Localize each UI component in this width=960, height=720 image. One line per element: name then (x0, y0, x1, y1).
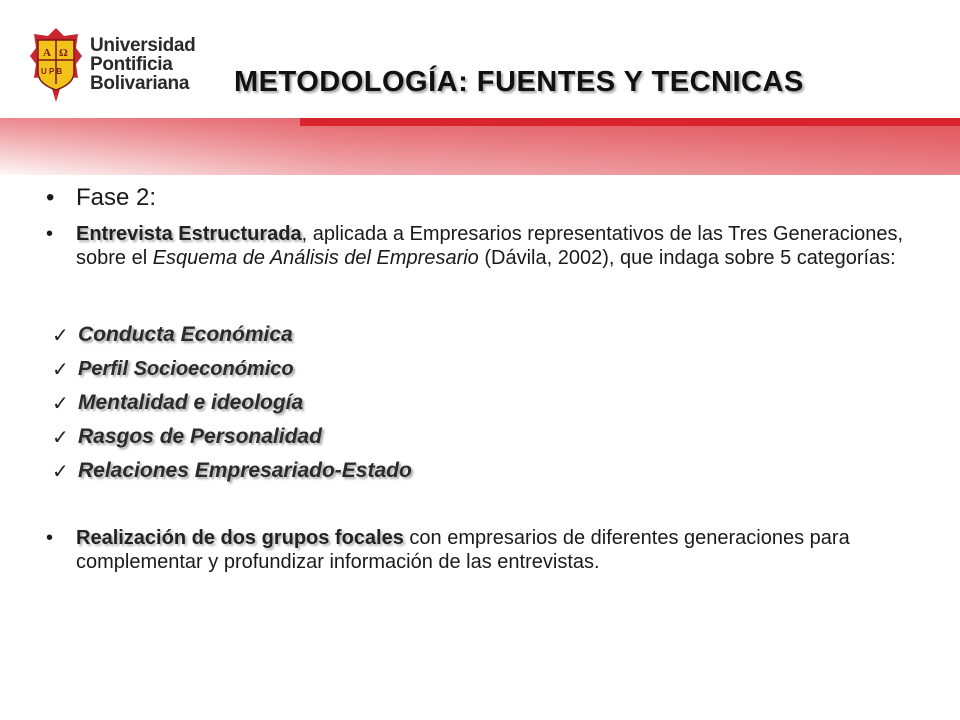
category-label: Perfil Socioeconómico (78, 357, 294, 380)
interview-text (76, 222, 926, 270)
interview-text-b: (Dávila, 2002), que indaga sobre 5 categorías: (478, 247, 896, 269)
list-item (52, 420, 926, 454)
interview-text-a: , aplicada a Empresarios representativos de las Tres Generaciones, sobre el (76, 223, 904, 269)
checkmark-icon: ✓ (52, 426, 69, 449)
category-label: Relaciones Empresariado-Estado (78, 459, 412, 482)
list-item (52, 318, 926, 352)
category-label: Rasgos de Personalidad (78, 425, 322, 448)
focus-groups-paragraph (46, 526, 926, 574)
slide-header (0, 0, 960, 175)
list-item (52, 386, 926, 420)
bullet-icon: • (46, 527, 54, 549)
category-label: Mentalidad e ideología (78, 391, 304, 414)
checkmark-icon: ✓ (52, 324, 69, 347)
crest-icon (28, 26, 84, 104)
logo-line-1: Universidad (90, 35, 196, 56)
bullet-icon: • (46, 223, 54, 245)
crest-upb: U P B (41, 67, 63, 76)
interview-term: Entrevista Estructurada (76, 223, 302, 245)
schema-title: Esquema de Análisis del Empresario (152, 247, 479, 269)
focus-groups-rest: con empresarios de diferentes generaciones para complementar y profundizar información de las entrevistas. (76, 527, 850, 573)
category-list (52, 318, 926, 488)
list-item (52, 454, 926, 488)
checkmark-icon: ✓ (52, 358, 69, 381)
focus-groups-text (76, 526, 926, 574)
checkmark-icon: ✓ (52, 392, 69, 415)
crest-alpha: A (43, 47, 51, 59)
focus-groups-term: Realización de dos grupos focales (76, 527, 404, 549)
slide-title: METODOLOGÍA: FUENTES Y TECNICAS (234, 66, 804, 98)
interview-paragraph (46, 222, 926, 270)
category-label: Conducta Económica (78, 323, 293, 346)
red-header-band (0, 118, 960, 175)
slide-content (46, 184, 926, 574)
university-logo (28, 26, 208, 106)
phase-label: Fase 2: (76, 184, 157, 211)
bullet-icon: • (46, 184, 55, 211)
checkmark-icon: ✓ (52, 460, 69, 483)
phase-heading (46, 184, 926, 212)
logo-line-2: Pontificia (90, 54, 173, 75)
list-item (52, 352, 926, 386)
logo-wordmark (90, 36, 195, 93)
logo-line-3: Bolivariana (90, 73, 190, 94)
crest-omega: Ω (59, 47, 68, 59)
